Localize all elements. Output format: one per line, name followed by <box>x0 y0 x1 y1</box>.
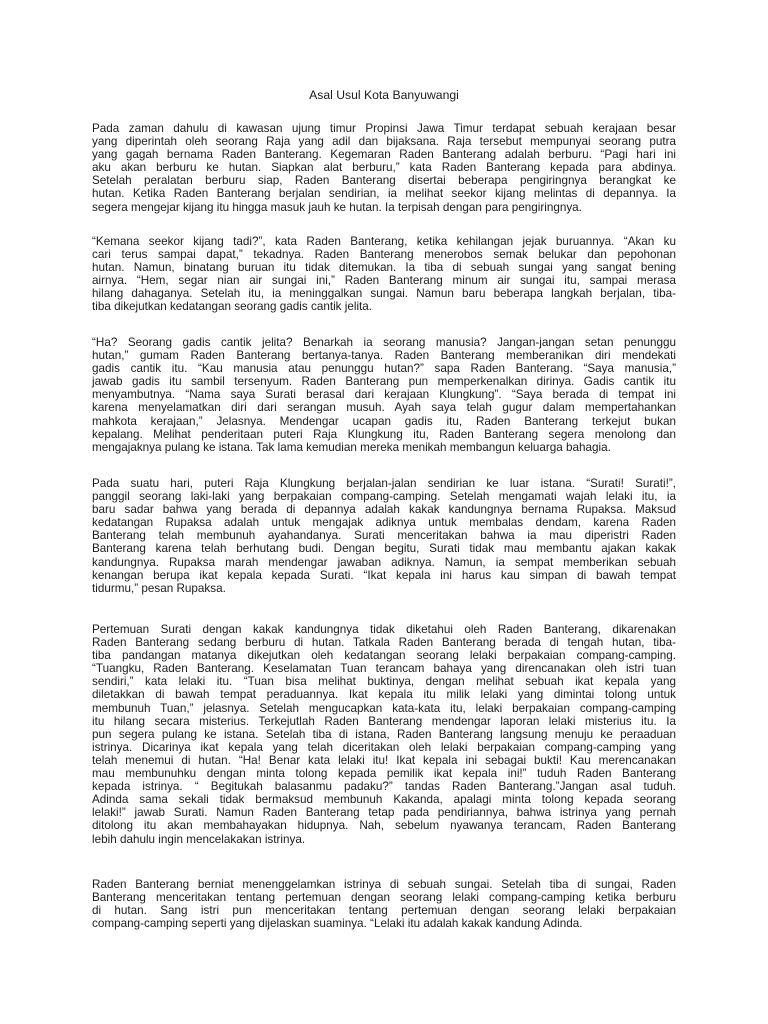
text-line: hutan. Namun, binatang buruan itu tidak ditemukan. Ia tiba di sebuah sungai yang sangat bening <box>92 261 676 275</box>
text-line: Raden Banterang berniat menenggelamkan istrinya di sebuah sungai. Setelah tiba di sungai, Raden <box>92 878 676 891</box>
text-line: airnya. “Hem, segar nian air sungai ini,” Raden Banterang minum air sungai itu, sampai merasa <box>92 274 676 288</box>
text-line: tiba pandangan matanya dikejutkan oleh kedatangan seorang lelaki berpakaian compang-camping. <box>92 649 676 663</box>
text-line: jawab gadis itu sambil tersenyum. Raden Banterang pun memperkenalkan dirinya. Gadis cantik itu <box>92 375 676 389</box>
text-line: tiba dikejutkan kedatangan seorang gadis cantik jelita. <box>92 300 373 314</box>
text-line: Adinda sama sekali tidak bermaksud membunuh Kakanda, apalagi minta tolong kepada seorang <box>92 793 676 807</box>
text-line: lebih dahulu ingin mencelakakan istrinya. <box>92 832 306 846</box>
text-line: Banterang menceritakan tentang pertemuan dengan seorang lelaki compang-camping ketika berburu <box>92 891 676 905</box>
text-line: itu hilang secara misterius. Terkejutlah Raden Banterang mendengar laporan lelaki misterius itu. Ia <box>92 714 676 728</box>
paragraph-1 <box>92 122 676 214</box>
text-line: sendiri,” kata lelaki itu. “Tuan bisa melihat buktinya, dengan melihat sebuah ikat kepala yang <box>92 675 676 689</box>
text-line: mau membunuhku dengan minta tolong kepada pemilik ikat kepala ini!” tuduh Raden Banterang <box>92 767 676 781</box>
text-line: yang diperintah oleh seorang Raja yang adil dan bijaksana. Raja tersebut mempunyai seorang putra <box>92 135 676 149</box>
text-line: menyambutnya. “Nama saya Surati berasal dari kerajaan Klungkung”. “Saya berada di tempat ini <box>92 388 676 402</box>
text-line: kepada istrinya. “ Begitukah balasanmu padaku?” tandas Raden Banterang.”Jangan asal tuduh. <box>92 780 676 794</box>
text-line: Banterang telah membunuh ayahandanya. Surati menceritakan bahwa ia mau diperistri Raden <box>92 529 676 543</box>
text-line: gadis cantik itu. “Kau manusia atau penunggu hutan?” sapa Raden Banterang. “Saya manusia,” <box>92 362 676 376</box>
text-line: membunuh Tuan,” jelasnya. Setelah mengucapkan kata-kata itu, lelaki berpakaian compang-camping <box>92 701 676 715</box>
text-line: kenangan berupa ikat kepala kepada Surati. “Ikat kepala ini harus kau simpan di bawah tempat <box>92 568 676 582</box>
text-line: hutan,” gumam Raden Banterang bertanya-tanya. Raden Banterang memberanikan diri mendekati <box>92 349 676 363</box>
text-line: tidurmu,” pesan Rupaksa. <box>92 581 226 595</box>
text-line: di hutan. Sang istri pun menceritakan tentang pertemuan dengan seorang lelaki berpakaian <box>92 904 676 918</box>
text-line: “Tuangku, Raden Banterang. Keselamatan Tuan terancam bahaya yang direncanakan oleh istri tuan <box>92 662 676 676</box>
text-line: hutan. Ketika Raden Banterang berjalan sendirian, ia melihat seekor kijang melintas di depannya. Ia <box>92 187 676 201</box>
text-line: kepalang. Melihat penderitaan puteri Raja Klungkung itu, Raden Banterang segera menolong dan <box>92 427 676 441</box>
text-line: compang-camping seperti yang dijelaskan suaminya. “Lelaki itu adalah kakak kandung Adinda. <box>92 917 583 931</box>
text-line: Setelah peralatan berburu siap, Raden Banterang disertai beberapa pengiringnya berangkat ke <box>92 174 676 188</box>
text-line: hilang dahaganya. Setelah itu, ia meninggalkan sungai. Namun baru beberapa langkah berjalan, tiba- <box>92 287 676 301</box>
text-line: diletakkan di bawah tempat peraduannya. Ikat kepala itu milik lelaki yang dimintai tolong untuk <box>92 688 676 702</box>
text-line: Raden Banterang sedang berburu di hutan. Tatkala Raden Banterang berada di tengah hutan, tiba- <box>92 636 676 650</box>
text-line: mengajaknya pulang ke istana. Tak lama kemudian mereka menikah membangun keluarga bahagia. <box>92 440 611 454</box>
text-line: cari terus sampai dapat,” tekadnya. Raden Banterang menerobos semak belukar dan pepohonan <box>92 248 676 262</box>
text-line: telah menemui di hutan. “Ha! Benar kata lelaki itu! Ikat kepala ini sebagai bukti! Kau merencanakan <box>92 753 676 767</box>
text-line: baru sadar bahwa yang berada di depannya adalah kakak kandungnya bernama Rupaksa. Maksud <box>92 503 676 517</box>
text-line: “Ha? Seorang gadis cantik jelita? Benarkah ia seorang manusia? Jangan-jangan setan penunggu <box>92 336 676 349</box>
paragraph-4 <box>92 477 676 595</box>
text-line: aku akan berburu ke hutan. Siapkan alat berburu,” kata Raden Banterang kepada para abdinya. <box>92 161 676 175</box>
text-line: segera mengejar kijang itu hingga masuk jauh ke hutan. Ia terpisah dengan para pengiringnya. <box>92 200 582 214</box>
document-title: Asal Usul Kota Banyuwangi <box>309 88 459 102</box>
text-line: istrinya. Dicarinya ikat kepala yang telah diceritakan oleh lelaki berpakaian compang-camping yang <box>92 740 676 754</box>
paragraph-5 <box>92 623 676 846</box>
text-line: Pada suatu hari, puteri Raja Klungkung berjalan-jalan sendirian ke luar istana. “Surati! Surati!”, <box>92 477 676 490</box>
text-line: Pertemuan Surati dengan kakak kandungnya tidak diketahui oleh Raden Banterang, dikarenakan <box>92 623 676 636</box>
text-line: “Kemana seekor kijang tadi?”, kata Raden Banterang, ketika kehilangan jejak buruannya. “Akan ku <box>92 235 676 248</box>
text-line: kandungnya. Rupaksa marah mendengar jawaban adiknya. Namun, ia sempat memberikan sebuah <box>92 555 676 569</box>
text-line: karena menyelamatkan diri dari serangan musuh. Ayah saya telah gugur dalam mempertahankan <box>92 401 676 415</box>
text-line: kedatangan Rupaksa adalah untuk mengajak adiknya untuk membalas dendam, karena Raden <box>92 516 676 530</box>
text-line: Pada zaman dahulu di kawasan ujung timur Propinsi Jawa Timur terdapat sebuah kerajaan besar <box>92 122 676 135</box>
text-line: lelaki!” jawab Surati. Namun Raden Banterang tetap pada pendiriannya, bahwa istrinya yang pernah <box>92 806 676 820</box>
text-line: Banterang karena telah berhutang budi. Dengan begitu, Surati tidak mau membantu ajakan kakak <box>92 542 676 556</box>
text-line: panggil seorang laki-laki yang berpakaian compang-camping. Setelah mengamati wajah lelaki itu, ia <box>92 490 676 504</box>
paragraph-2 <box>92 235 676 314</box>
text-line: yang gagah bernama Raden Banterang. Kegemaran Raden Banterang adalah berburu. “Pagi hari ini <box>92 148 676 162</box>
text-line: pun segera pulang ke istana. Setelah tiba di istana, Raden Banterang langsung menuju ke peraaduan <box>92 727 676 741</box>
paragraph-3 <box>92 336 676 454</box>
text-line: mahkota kerajaan,” Jelasnya. Mendengar ucapan gadis itu, Raden Banterang terkejut bukan <box>92 414 676 428</box>
text-line: ditolong itu akan membahayakan hidupnya. Nah, sebelum nyawanya terancam, Raden Banterang <box>92 819 676 833</box>
paragraph-6 <box>92 878 676 930</box>
